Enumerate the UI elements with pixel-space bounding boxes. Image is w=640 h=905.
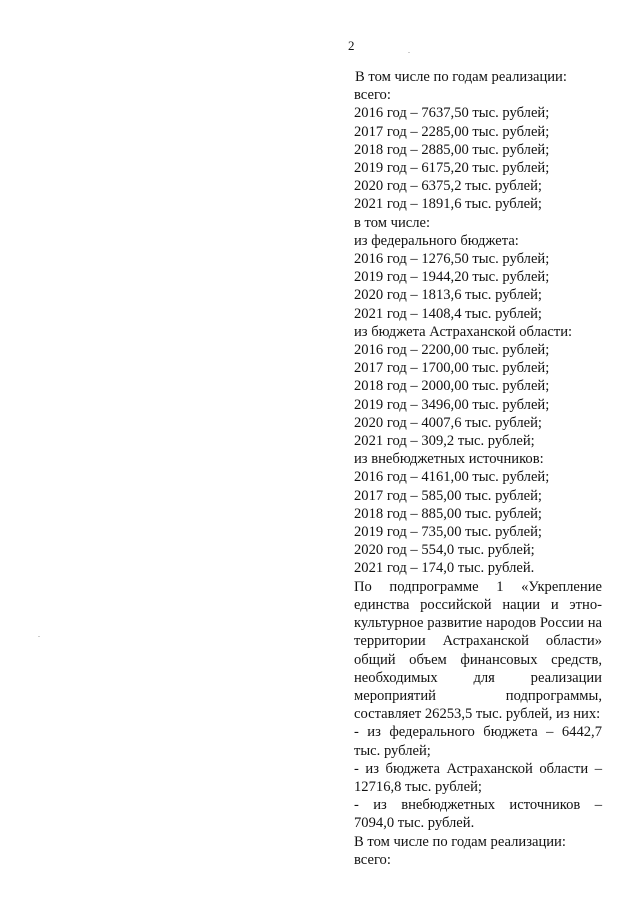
text-line: 2019 год – 3496,00 тыс. рублей; — [354, 396, 550, 413]
text-line: 2018 год – 885,00 тыс. рублей; — [354, 505, 542, 522]
text-line: всего: — [354, 87, 391, 104]
text-line: в том числе: — [354, 214, 431, 231]
bullet-federal-budget: - из федерального бюджета – 6442,7 тыс. рублей; — [354, 724, 602, 759]
text-line: 2021 год – 174,0 тыс. рублей. — [354, 560, 535, 577]
text-line: 2021 год – 1408,4 тыс. рублей; — [354, 305, 542, 322]
text-line: из бюджета Астраханской области: — [354, 323, 573, 340]
text-line: 2020 год – 6375,2 тыс. рублей; — [354, 178, 542, 195]
text-line: 2017 год – 2285,00 тыс. рублей; — [354, 123, 550, 140]
text-line: 2018 год – 2885,00 тыс. рублей; — [354, 141, 550, 158]
text-line: 2017 год – 1700,00 тыс. рублей; — [354, 360, 550, 377]
document-body — [354, 68, 602, 869]
text-line: 2020 год – 554,0 тыс. рублей; — [354, 542, 535, 559]
text-line: из внебюджетных источников: — [354, 451, 544, 468]
text-line: из федерального бюджета: — [354, 232, 519, 249]
text-line: В том числе по годам реализации: — [355, 69, 567, 85]
subprogram-paragraph: По подпрограмме 1 «Укрепление единства российской нации и этно-культурное развитие народов России на территории Астраханской области» общий объем финансовых средств, необходимых для реализации мероприятий подпрограммы, составляет 26253,5 тыс. рублей, из них: — [354, 578, 602, 723]
page-number: 2 — [348, 38, 355, 53]
text-line: 2020 год – 4007,6 тыс. рублей; — [354, 414, 542, 431]
text-line: 2021 год – 1891,6 тыс. рублей; — [354, 196, 542, 213]
text-line: 2019 год – 735,00 тыс. рублей; — [354, 524, 542, 541]
text-line: 2018 год – 2000,00 тыс. рублей; — [354, 378, 550, 395]
text-line: 2020 год – 1813,6 тыс. рублей; — [354, 287, 542, 304]
text-line: 2019 год – 1944,20 тыс. рублей; — [354, 269, 550, 286]
text-line: 2016 год – 2200,00 тыс. рублей; — [354, 342, 550, 359]
text-line: 2016 год – 7637,50 тыс. рублей; — [354, 105, 550, 122]
scan-speck — [38, 636, 40, 637]
text-line: 2016 год – 4161,00 тыс. рублей; — [354, 469, 550, 486]
text-line: 2019 год – 6175,20 тыс. рублей; — [354, 160, 550, 177]
text-line: всего: — [354, 851, 391, 868]
text-line: В том числе по годам реализации: — [354, 833, 566, 850]
text-line: 2016 год – 1276,50 тыс. рублей; — [354, 251, 550, 268]
bullet-regional-budget: - из бюджета Астраханской области – 12716,8 тыс. рублей; — [354, 760, 602, 795]
text-line: 2017 год – 585,00 тыс. рублей; — [354, 487, 542, 504]
text-line: 2021 год – 309,2 тыс. рублей; — [354, 433, 535, 450]
bullet-extrabudgetary: - из внебюджетных источников – 7094,0 тыс. рублей. — [354, 797, 602, 832]
scan-speck — [408, 52, 410, 53]
